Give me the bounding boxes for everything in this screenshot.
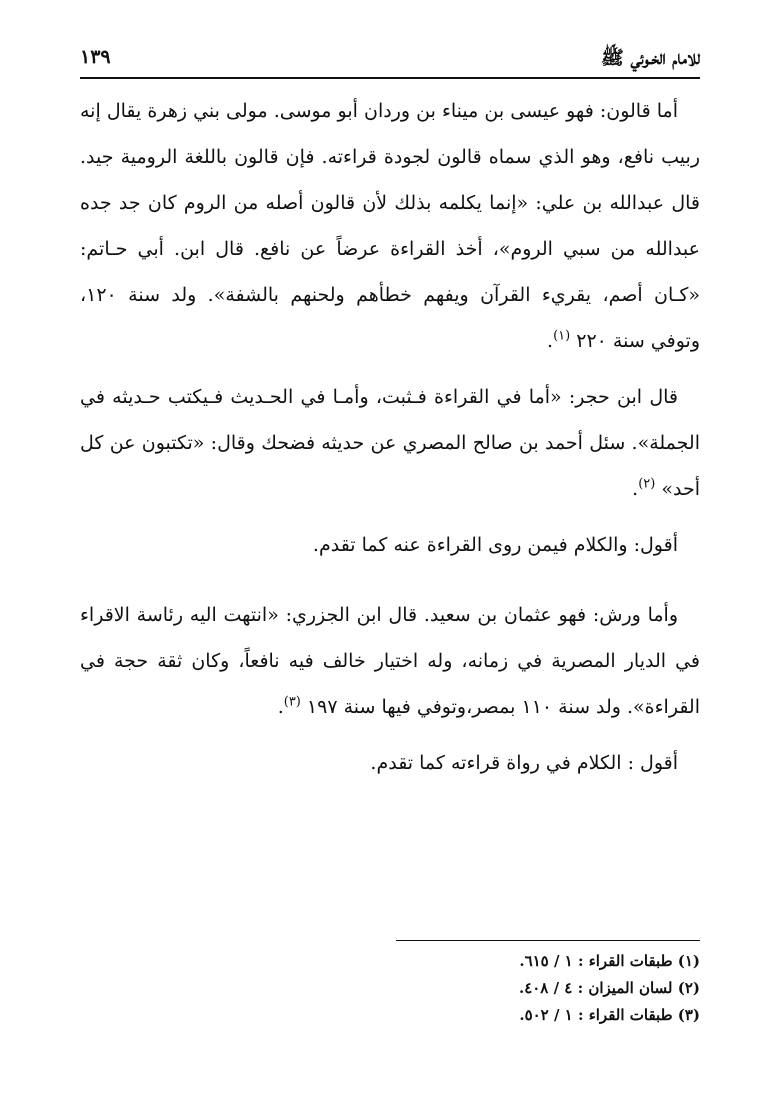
paragraph-text: أقول: والكلام فيمن روى القراءة عنه كما تقدم.	[312, 534, 678, 556]
page-number: ١٣٩	[80, 46, 111, 68]
footnote-ref: (٣)	[283, 694, 301, 710]
paragraph-text: أقول : الكلام في رواة قراءته كما تقدم.	[370, 752, 678, 774]
footnote-ref: (١)	[553, 328, 571, 344]
header-title: للامام الخـوئي ﷺ	[600, 47, 700, 69]
footnote-rule	[396, 940, 700, 941]
header-rule	[80, 77, 700, 79]
paragraph-text: وأما ورش: فهو عثمان بن سعيد. قال ابن الجزري: «انتهت اليه رئاسة الاقراء في الديار المصرية في زمانه، وله اختيار خالف فيه نافعاً، وكان ثقة حجة في القراءة». ولد سنة ١١٠ بمصر،وتوفي فيها سنة ١٩٧	[80, 604, 700, 718]
footnote-1: (١) طبقات القراء : ١ / ٦١٥.	[519, 952, 700, 970]
paragraph-ibn-hajar	[80, 374, 700, 512]
paragraph-text: أما قالون: فهو عيسى بن ميناء بن وردان أبو موسى. مولى بني زهرة يقال إنه ربيب نافع، وهو الذي سماه قالون لجودة قراءته. فإن قالون باللغة الرومية جيد. قال عبدالله بن علي: «إنما يكلمه بذلك لأن قالون أصله من الروم كان جد جده عبدالله من سبي الروم»، أخذ القراءة عرضاً عن نافع. قال ابن. أبي حـاتم: «كـان أصم، يقريء القرآن ويفهم خطأهم ولحنهم بالشفة». ولد سنة ١٢٠، وتوفي سنة ٢٢٠	[80, 100, 700, 352]
paragraph-qalun	[80, 88, 700, 364]
paragraph-comment-2	[80, 740, 700, 786]
footnotes	[80, 948, 700, 1029]
footnote-ref: (٢)	[638, 476, 656, 492]
main-text	[80, 88, 700, 796]
paragraph-end: .	[547, 330, 554, 352]
footnote-2: (٢) لسان الميزان : ٤ / ٤٠٨.	[518, 979, 700, 997]
running-header	[80, 40, 700, 74]
footnote-3: (٣) طبقات القراء : ١ / ٥٠٢.	[519, 1006, 700, 1024]
paragraph-end: .	[632, 478, 639, 500]
paragraph-warsh	[80, 592, 700, 730]
paragraph-end: .	[277, 696, 284, 718]
paragraph-comment-1	[80, 522, 700, 568]
paragraph-text: قال ابن حجر: «أما في القراءة فـثبت، وأمـا في الحـديث فـيكتب حـديثه في الجملة». سئل أحمد بن صالح المصري عن حديثه فضحك وقال: «تكتبون عن كل أحد»	[80, 386, 700, 500]
